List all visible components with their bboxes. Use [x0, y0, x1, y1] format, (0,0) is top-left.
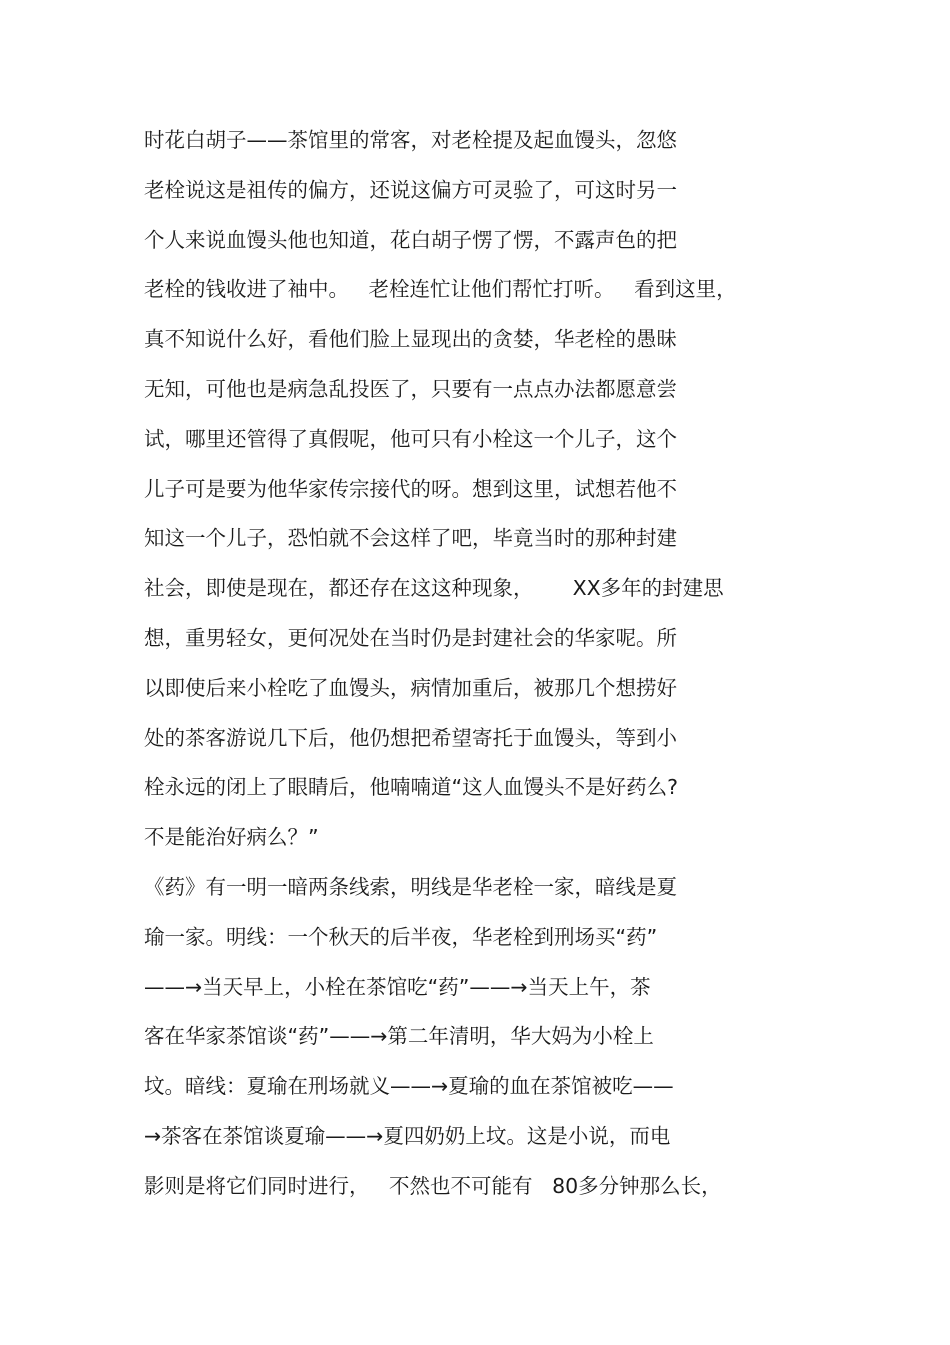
text-line-13: 处的茶客游说几下后，他仍想把希望寄托于血馒头，等到小 [144, 725, 677, 750]
text-line-2: 老栓说这是祖传的偏方，还说这偏方可灵验了，可这时另一 [144, 177, 677, 202]
text-line-12: 以即使后来小栓吃了血馒头，病情加重后，被那几个想捞好 [144, 675, 677, 700]
text-line-16: 《药》有一明一暗两条线索，明线是华老栓一家，暗线是夏 [144, 874, 677, 899]
text-line-19: 客在华家茶馆谈“药”——→第二年清明，华大妈为小栓上 [144, 1024, 654, 1049]
text-line-15: 不是能治好病么？” [144, 825, 319, 850]
text-line-22: 影则是将它们同时进行， 不然也不可能有 80多分钟那么长， [144, 1173, 722, 1198]
text-line-4: 老栓的钱收进了袖中。 老栓连忙让他们帮忙打听。 看到这里， [144, 277, 737, 302]
text-line-18: ——→当天早上，小栓在茶馆吃“药”——→当天上午，茶 [144, 974, 651, 999]
text-line-11: 想，重男轻女，更何况处在当时仍是封建社会的华家呢。所 [144, 625, 677, 650]
text-line-20: 坟。暗线：夏瑜在刑场就义——→夏瑜的血在茶馆被吃—— [144, 1074, 674, 1099]
text-line-5: 真不知说什么好，看他们脸上显现出的贪婪，华老栓的愚昧 [144, 327, 677, 352]
text-line-1: 时花白胡子——茶馆里的常客，对老栓提及起血馒头，忽悠 [144, 128, 677, 152]
text-line-9: 知这一个儿子，恐怕就不会这样了吧，毕竟当时的那种封建 [144, 526, 677, 551]
text-line-6: 无知，可他也是病急乱投医了，只要有一点点办法都愿意尝 [144, 376, 677, 401]
text-line-8: 儿子可是要为他华家传宗接代的呀。想到这里，试想若他不 [144, 476, 677, 501]
text-line-7: 试，哪里还管得了真假呢，他可只有小栓这一个儿子，这个 [144, 426, 677, 451]
text-line-10: 社会，即使是现在，都还存在这这种现象， XX多年的封建思 [144, 576, 724, 601]
text-line-14: 栓永远的闭上了眼睛后，他喃喃道“这人血馒头不是好药么? [144, 775, 678, 800]
text-line-21: →茶客在茶馆谈夏瑜——→夏四奶奶上坟。这是小说，而电 [144, 1123, 671, 1148]
text-line-17: 瑜一家。明线：一个秋天的后半夜，华老栓到刑场买“药” [144, 924, 658, 949]
text-line-3: 个人来说血馒头他也知道，花白胡子愣了愣，不露声色的把 [144, 227, 677, 252]
body-text [144, 116, 804, 1212]
